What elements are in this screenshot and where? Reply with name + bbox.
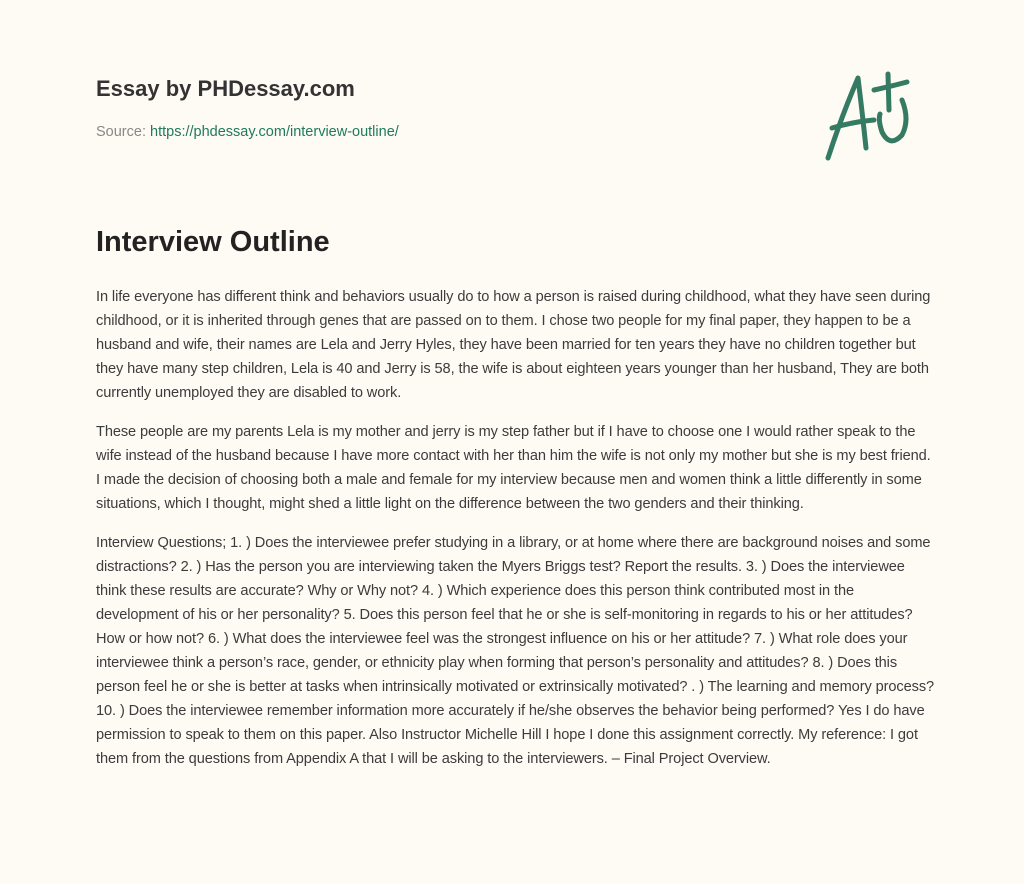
paragraph: In life everyone has different think and behaviors usually do to how a person is raised during childhood, what they have seen during childhood, or it is inherited through genes that are passed on to them. I chose two people for my final paper, they happen to be a husband and wife, their names are Lela and Jerry Hyles, they have been married for ten years they have no children together but they have many step children, Lela is 40 and Jerry is 58, the wife is about eighteen years younger than her husband, They are both currently unemployed they are disabled to work. [96, 289, 931, 401]
article-title: Interview Outline [96, 226, 330, 258]
source-line [96, 124, 399, 140]
paragraph: These people are my parents Lela is my mother and jerry is my step father but if I have to choose one I would rather speak to the wife instead of the husband because I have more contact with her than him the wife is not only my mother but she is my best friend. I made the decision of choosing both a male and female for my interview because men and women think a little differently in some situations, which I thought, might shed a little light on the difference between the two genders and their thinking. [96, 424, 931, 512]
source-link[interactable]: https://phdessay.com/interview-outline/ [150, 124, 399, 140]
article-body [96, 285, 936, 786]
site-brand: Essay by PHDessay.com [96, 76, 355, 101]
a-plus-logo-icon [822, 70, 932, 165]
source-label: Source: [96, 124, 146, 140]
paragraph: Interview Questions; 1. ) Does the interviewee prefer studying in a library, or at home where there are background noises and some distractions? 2. ) Has the person you are interviewing taken the Myers Briggs test? Report the results. 3. ) Does the interviewee think these results are accurate? Why or Why not? 4. ) Which experience does this person think contributed most in the development of his or her personality? 5. Does this person feel that he or she is self-monitoring in regards to his or her attitudes? How or how not? 6. ) What does the interviewee feel was the strongest influence on his or her attitude? 7. ) What role does your interviewee think a person’s race, gender, or ethnicity play when forming that person’s personality and attitudes? 8. ) Does this person feel he or she is better at tasks when intrinsically motivated or extrinsically motivated? . ) The learning and memory process? 10. ) Does the interviewee remember information more accurately if he/she observes the behavior being performed? Yes I do have permission to speak to them on this paper. Also Instructor Michelle Hill I hope I done this assignment correctly. My reference: I got them from the questions from Appendix A that I will be asking to the interviewers. – Final Project Overview. [96, 535, 935, 767]
